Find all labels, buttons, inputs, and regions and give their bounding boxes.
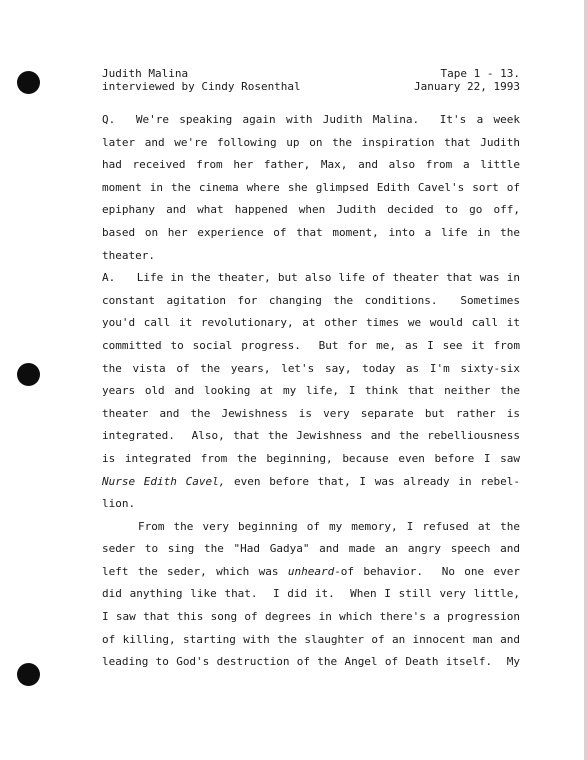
line-text: lion. bbox=[102, 497, 136, 511]
line-text: had received from her father, Max, and also from a little bbox=[102, 158, 520, 172]
binder-hole-bottom bbox=[17, 663, 40, 686]
tape-number: Tape 1 - 13. bbox=[440, 67, 520, 80]
transcript-line bbox=[102, 290, 520, 313]
transcript-line bbox=[102, 154, 520, 177]
transcript-line bbox=[102, 132, 520, 155]
line-text: did anything like that. I did it. When I still very little, bbox=[102, 587, 520, 601]
line-text: theater and the Jewishness is very separate but rather is bbox=[102, 406, 520, 420]
line-text: epiphany and what happened when Judith decided to go off, bbox=[102, 203, 520, 217]
transcript-line bbox=[102, 538, 520, 561]
line-text: of killing, starting with the slaughter of an innocent man and bbox=[102, 632, 520, 646]
italic-title: Nurse Edith Cavel, bbox=[102, 474, 226, 488]
line-text: -of behavior. No one ever bbox=[334, 564, 521, 578]
transcript-line bbox=[102, 403, 520, 426]
line-text: later and we're following up on the inspiration that Judith bbox=[102, 135, 520, 149]
transcript-line bbox=[102, 471, 520, 494]
transcript-line bbox=[102, 583, 520, 606]
transcript-line bbox=[102, 245, 520, 268]
line-text: From the very beginning of my memory, I refused at the bbox=[138, 519, 520, 533]
line-text: is integrated from the beginning, because even before I saw bbox=[102, 451, 520, 465]
line-text: Q. We're speaking again with Judith Malina. It's a week bbox=[102, 113, 520, 126]
line-text: left the seder, which was bbox=[102, 564, 288, 578]
line-text: you'd call it revolutionary, at other times we would call it bbox=[102, 316, 520, 330]
transcript-line bbox=[102, 516, 520, 539]
interviewer-credit: interviewed by Cindy Rosenthal bbox=[102, 80, 301, 93]
transcript-line bbox=[102, 109, 520, 132]
transcript-line bbox=[102, 177, 520, 200]
transcript-line bbox=[102, 493, 520, 516]
transcript-line bbox=[102, 222, 520, 245]
line-text: constant agitation for changing the conditions. Sometimes bbox=[102, 293, 520, 307]
transcript-line bbox=[102, 267, 520, 290]
line-text: based on her experience of that moment, into a life in the bbox=[102, 225, 520, 239]
transcript-line bbox=[102, 312, 520, 335]
transcript-line bbox=[102, 629, 520, 652]
line-text: the vista of the years, let's say, today as I'm sixty-six bbox=[102, 361, 520, 375]
page-header bbox=[102, 67, 520, 93]
italic-title: unheard bbox=[287, 564, 335, 578]
transcript-line bbox=[102, 358, 520, 381]
binder-hole-top bbox=[17, 71, 40, 94]
transcript-body bbox=[102, 109, 520, 674]
transcript-line bbox=[102, 380, 520, 403]
transcript-line bbox=[102, 651, 520, 674]
transcript-line bbox=[102, 561, 520, 584]
transcript-line bbox=[102, 606, 520, 629]
header-row bbox=[102, 67, 520, 80]
line-text: theater. bbox=[102, 248, 155, 262]
interviewee-name: Judith Malina bbox=[102, 67, 189, 80]
line-text: moment in the cinema where she glimpsed Edith Cavel's sort of bbox=[102, 180, 520, 194]
header-row bbox=[102, 80, 520, 93]
line-text: integrated. Also, that the Jewishness and the rebelliousness bbox=[102, 429, 520, 443]
line-text: A. Life in the theater, but also life of theater that was in bbox=[102, 271, 520, 285]
line-text: seder to sing the "Had Gadya" and made an angry speech and bbox=[102, 542, 520, 556]
line-text: committed to social progress. But for me, as I see it from bbox=[102, 338, 520, 352]
transcript-line bbox=[102, 425, 520, 448]
transcript-line bbox=[102, 335, 520, 358]
transcript-line bbox=[102, 448, 520, 471]
line-text: years old and looking at my life, I think that neither the bbox=[102, 384, 520, 398]
transcript-line bbox=[102, 199, 520, 222]
line-text: even before that, I was already in rebel- bbox=[225, 474, 520, 488]
line-text: leading to God's destruction of the Angel of Death itself. My bbox=[102, 655, 520, 669]
line-text: I saw that this song of degrees in which there's a progression bbox=[102, 610, 520, 624]
interview-date: January 22, 1993 bbox=[414, 80, 520, 93]
binder-hole-middle bbox=[17, 363, 40, 386]
